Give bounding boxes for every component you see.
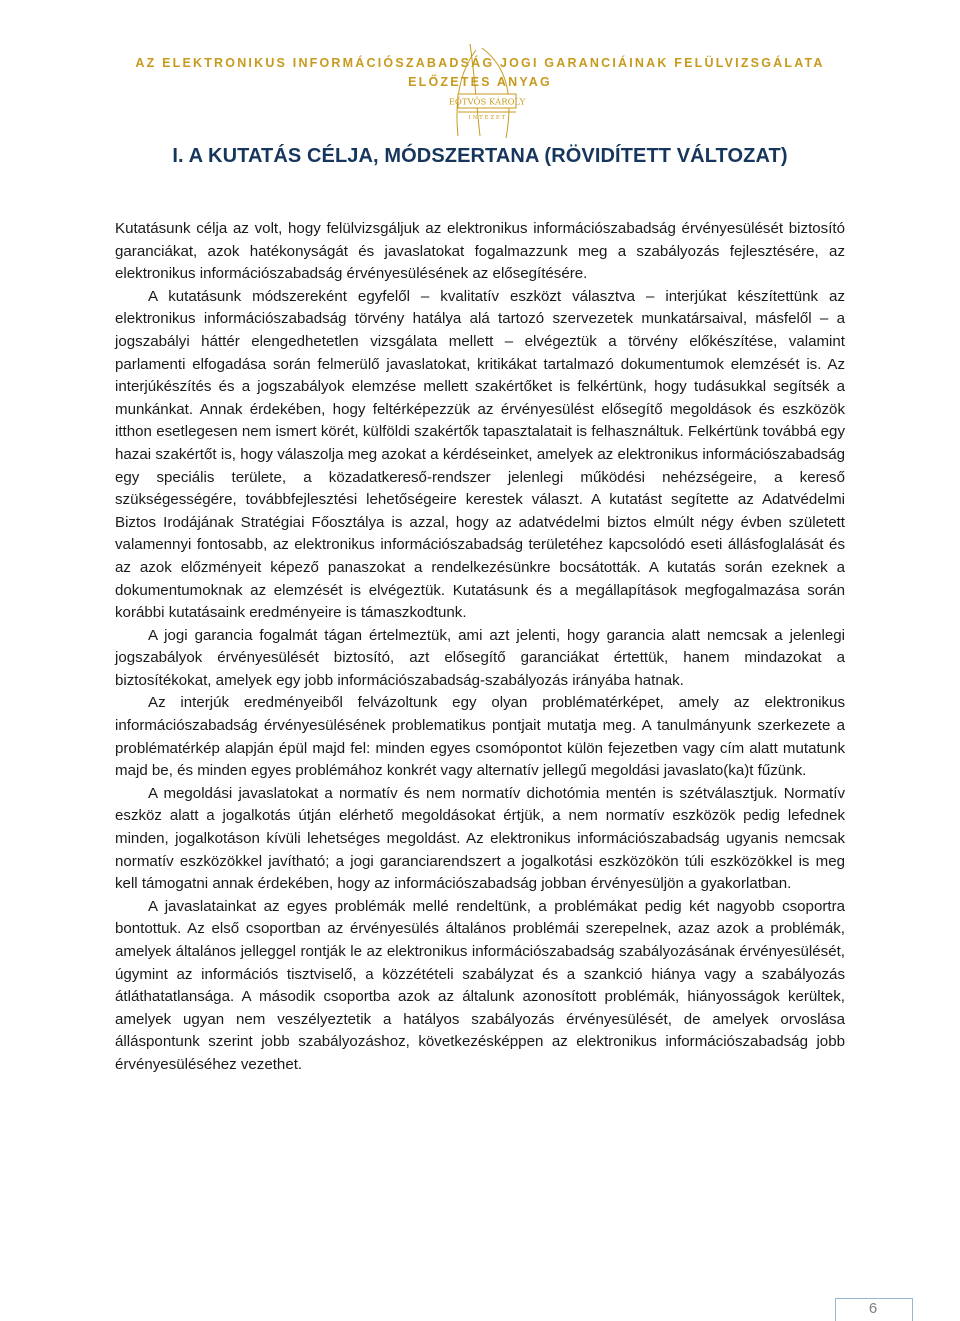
paragraph: Az interjúk eredményeiből felvázoltunk egy olyan problématérképet, amely az elektronikus információszabadság érvényesülésének problematikus pontjait mutatja meg. A tanulmányunk szerkezete a problématérkép alapján épül majd fel: minden egyes csomópontot külön fejezetben vagy cím alatt mutatunk majd be, és minden egyes problémához konkrét vagy alternatív jellegű megoldási javaslato(ka)t fűzünk. [115, 694, 845, 780]
paragraph: A megoldási javaslatokat a normatív és nem normatív dichotómia mentén is szétválasztjuk. Normatív eszköz alatt a jogalkotás útján elérhető megoldásokat értjük, a nem normatív eszközök pedig lefednek minden, jogalkotáson kívüli lehetséges megoldást. Az elektronikus információszabadság ugyanis nemcsak normatív eszközökkel javítható; a jogi garanciarendszert a jogalkotási eszközökön túli eszközökkel is meg kell támogatni annak érdekében, hogy az információszabadság jobban érvényesüljön a gyakorlatban. [115, 784, 845, 893]
logo-name-line1: EÖTVÖS KÁROLY [448, 97, 526, 108]
header-subtitle: ELŐZETES ANYAG [408, 75, 552, 89]
paragraph: A javaslatainkat az egyes problémák mellé rendeltünk, a problémákat pedig két nagyobb csoportra bontottuk. Az első csoportban az érvényesülés általános problémái szerepelnek, azaz azok a problémák, amelyek általános jelleggel rontják le az elektronikus információszabadság szabályozásának érvényesülését, úgymint az információs tisztviselő, a közzétételi szabályzat és a szankció hiánya vagy a szabályozás átláthatatlansága. A második csoportba azok az általunk azonosított problémák, hiányosságok kerültek, amelyek ugyan nem veszélyeztetik a hatályos szabályozás érvényesülését, de amelyek orvoslása álláspontunk szerint jobb szabályozáshoz, következésképpen az elektronikus információszabadság jobb érvényesüléséhez vezethet. [115, 897, 845, 1073]
paragraph: A kutatásunk módszereként egyfelől – kvalitatív eszközt választva – interjúkat készítettünk az elektronikus információszabadság törvény hatálya alá tartozó szervezetek munkatársaival, másfelől – a jogszabályi háttér elengedhetetlen vizsgálata mellett – elvégeztük a törvény előkészítése, valamint parlamenti elfogadása során felmerülő javaslatokat, kritikákat tartalmazó dokumentumok elemzését is. Az interjúkészítés és a jogszabályok elemzése mellett szakértőket is felkértünk, hogy tudásukkal segítsék a munkánkat. Annak érdekében, hogy feltérképezzük az érvényesülést elősegítő megoldások és eszközök itthon esetlegesen nem ismert körét, külföldi szakértők tapasztalatait is felhasználtuk. Felkértünk továbbá egy hazai szakértőt is, hogy válaszolja meg azokat a kérdéseinket, amelyek az elektronikus információszabadság egy speciális területe, a közadatkereső-rendszer jelenlegi működési nehézségeire, a kereső szükségességére, továbbfejlesztési lehetőségeire kerestek választ. A kutatást segítette az Adatvédelmi Biztos Irodájának Stratégiai Főosztálya is azzal, hogy az adatvédelmi biztos elmúlt négy évben született valamennyi fontosabb, az elektronikus információszabadság területéhez kapcsolódó eseti állásfoglalását és az azok előzményeit képező panaszokat a rendelkezésünkre bocsátották. A kutatás során ezeknek a dokumentumoknak az elemzését is elvégeztük. Kutatásunk és a megállapítások megfogalmazása során korábbi kutatásaink eredményeire is támaszkodtunk. [115, 287, 845, 622]
paragraph: Kutatásunk célja az volt, hogy felülvizsgáljuk az elektronikus információszabadság érvényesülését biztosító garanciákat, azok hatékonyságát és javaslatokat fogalmazzunk meg a szabályozás fejlesztésére, az elektronikus információszabadság érvényesülésének az elősegítésére. [115, 220, 845, 283]
body-text [115, 218, 845, 1077]
logo-name-line2: I N T É Z E T [468, 115, 506, 121]
section-title: I. A KUTATÁS CÉLJA, MÓDSZERTANA (RÖVIDÍTETT VÁLTOZAT) [172, 145, 788, 167]
header-title: AZ ELEKTRONIKUS INFORMÁCIÓSZABADSÁG JOGI GARANCIÁINAK FELÜLVIZSGÁLATA [135, 56, 825, 70]
running-header [0, 54, 960, 92]
page-number: 6 [868, 1300, 878, 1317]
paragraph: A jogi garancia fogalmát tágan értelmeztük, ami azt jelenti, hogy garancia alatt nemcsak a jelenlegi jogszabályok érvényesülését biztosító, azt elősegítő garanciákat értettük, hanem mindazokat a biztosítékokat, amelyek egy jobb információszabadság-szabályozás irányába hatnak. [115, 626, 845, 689]
